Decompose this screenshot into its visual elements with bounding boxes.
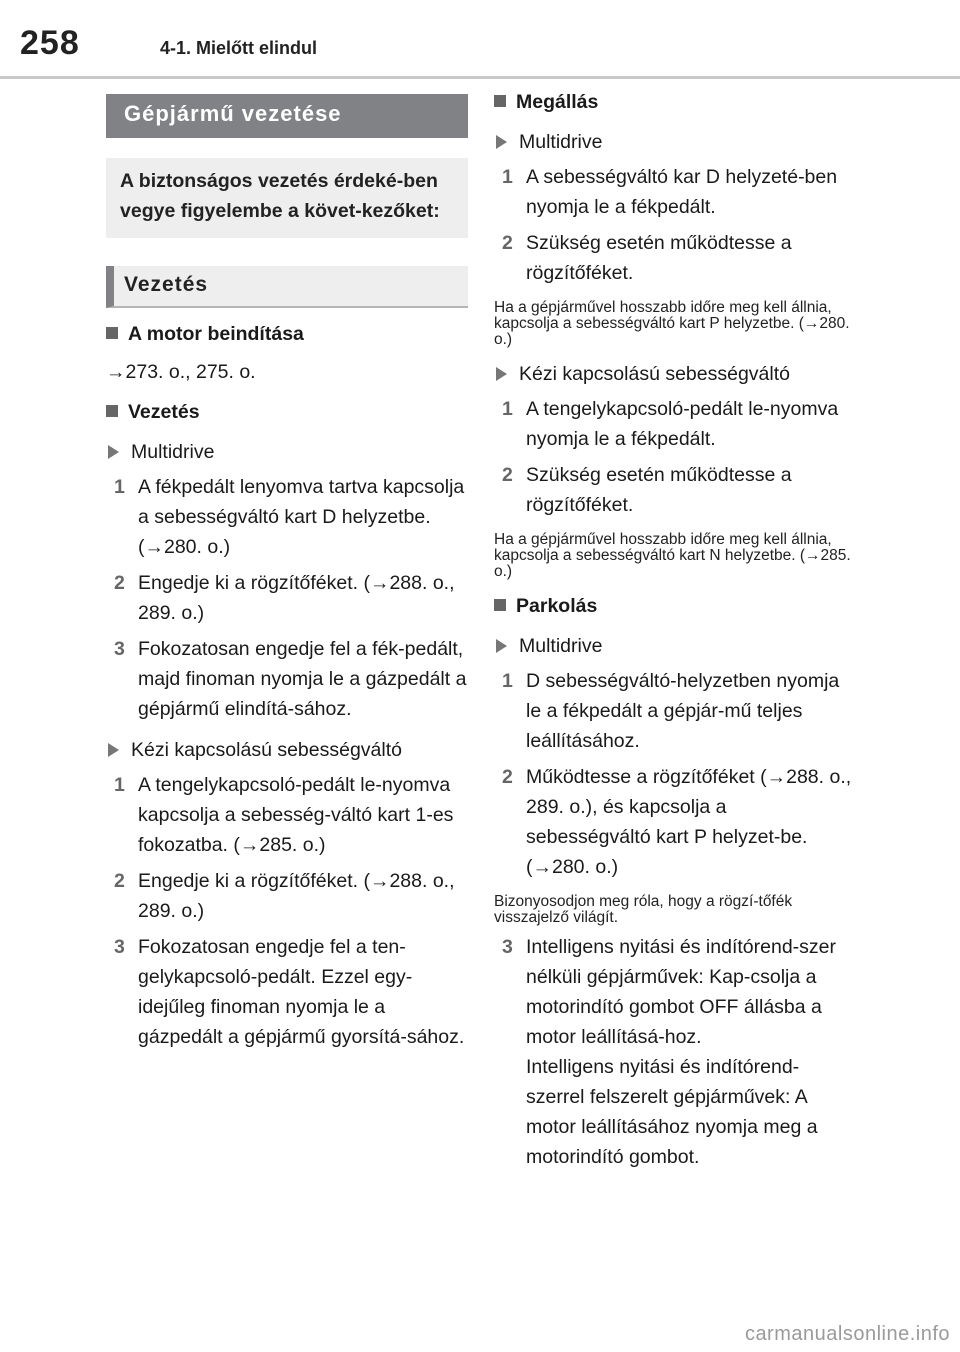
step-item: 3 Fokozatosan engedje fel a fék-pedált, majd finoman nyomja le a gázpedált a gépjármű elindítá-sához. bbox=[114, 638, 467, 720]
note-text: Ha a gépjárművel hosszabb időre meg kell állnia, kapcsolja a sebességváltó kart P helyzetbe. (→280. o.) bbox=[494, 299, 850, 348]
page-number: 258 bbox=[20, 24, 80, 62]
step-item: 3 Intelligens nyitási és indítórend-szer nélküli gépjárművek: Kap-csolja a motorindító gombot OFF állásba a motor leállításá-hoz. Intelligens nyitási és indítórend-szerrel felszerelt gépjárművek: A motor leállításához nyomja meg a motorindító gombot. bbox=[494, 932, 854, 1172]
page-header bbox=[0, 0, 960, 78]
square-bullet-icon bbox=[106, 327, 118, 339]
triangle-bullet-icon bbox=[496, 639, 507, 653]
triangle-bullet-icon bbox=[496, 367, 507, 381]
heading-stopping: Megállás bbox=[494, 88, 854, 116]
subhead-multidrive: Multidrive bbox=[494, 128, 854, 156]
section-title: Gépjármű vezetése bbox=[106, 94, 468, 138]
square-bullet-icon bbox=[494, 95, 506, 107]
header-divider bbox=[0, 76, 960, 79]
left-column bbox=[106, 94, 468, 1052]
step-item: 1 A fékpedált lenyomva tartva kapcsolja a sebességváltó kart D helyzetbe. (→280. o.) bbox=[114, 476, 465, 558]
heading-motor-start: A motor beindítása bbox=[106, 320, 468, 348]
step-item: 1 D sebességváltó-helyzetben nyomja le a fékpedált a gépjár-mű teljes leállításához. bbox=[502, 670, 840, 752]
step-text-smart-key: Intelligens nyitási és indítórend-szerrel felszerelt gépjárművek: A motor leállításához nyomja meg a motorindító gombot. bbox=[526, 1056, 818, 1168]
subhead-manual: Kézi kapcsolású sebességváltó bbox=[106, 736, 468, 764]
heading-driving: Vezetés bbox=[106, 398, 468, 426]
step-item: 1 A tengelykapcsoló-pedált le-nyomva kapcsolja a sebesség-váltó kart 1-es fokozatba. (→285. o.) bbox=[114, 774, 454, 856]
step-item: 2 Szükség esetén működtesse a rögzítőféket. bbox=[502, 464, 792, 516]
step-item: 1 A tengelykapcsoló-pedált le-nyomva nyomja le a fékpedált. bbox=[502, 398, 839, 450]
chapter-title: 4-1. Mielőtt elindul bbox=[160, 38, 318, 58]
step-item: 2 Engedje ki a rögzítőféket. (→288. o., 289. o.) bbox=[114, 870, 455, 922]
square-bullet-icon bbox=[106, 405, 118, 417]
step-item: 2 Működtesse a rögzítőféket (→288. o., 289. o.), és kapcsolja a sebességváltó kart P helyzet-be. (→280. o.) bbox=[502, 766, 852, 878]
step-item: 2 Engedje ki a rögzítőféket. (→288. o., 289. o.) bbox=[114, 572, 455, 624]
step-text-no-smart-key: Intelligens nyitási és indítórend-szer nélküli gépjárművek: Kap-csolja a motorindító gombot OFF állásba a motor leállításá-hoz. bbox=[526, 936, 836, 1048]
triangle-bullet-icon bbox=[108, 743, 119, 757]
subhead-multidrive: Multidrive bbox=[106, 438, 468, 466]
watermark: carmanualsonline.info bbox=[744, 1323, 950, 1345]
step-item: 1 A sebességváltó kar D helyzeté-ben nyomja le a fékpedált. bbox=[502, 166, 838, 218]
intro-box: A biztonságos vezetés érdeké-ben vegye figyelembe a követ-kezőket: bbox=[106, 158, 468, 238]
step-item: 2 Szükség esetén működtesse a rögzítőféket. bbox=[502, 232, 792, 284]
subhead-manual: Kézi kapcsolású sebességváltó bbox=[494, 360, 854, 388]
right-column bbox=[494, 88, 854, 1172]
subhead-multidrive: Multidrive bbox=[494, 632, 854, 660]
note-text: Ha a gépjárművel hosszabb időre meg kell állnia, kapcsolja a sebességváltó kart N helyzetbe. (→285. o.) bbox=[494, 531, 851, 580]
step-item: 3 Fokozatosan engedje fel a ten-gelykapcsoló-pedált. Ezzel egy-idejűleg finoman nyomja le a gázpedált a gépjármű gyorsítá-sához. bbox=[114, 936, 465, 1048]
triangle-bullet-icon bbox=[108, 445, 119, 459]
triangle-bullet-icon bbox=[496, 135, 507, 149]
square-bullet-icon bbox=[494, 599, 506, 611]
subsection-title: Vezetés bbox=[106, 266, 468, 308]
note-text: Bizonyosodjon meg róla, hogy a rögzí-tőfék visszajelző világít. bbox=[494, 893, 793, 926]
heading-parking: Parkolás bbox=[494, 592, 854, 620]
page-reference: →273. o., 275. o. bbox=[106, 361, 256, 383]
